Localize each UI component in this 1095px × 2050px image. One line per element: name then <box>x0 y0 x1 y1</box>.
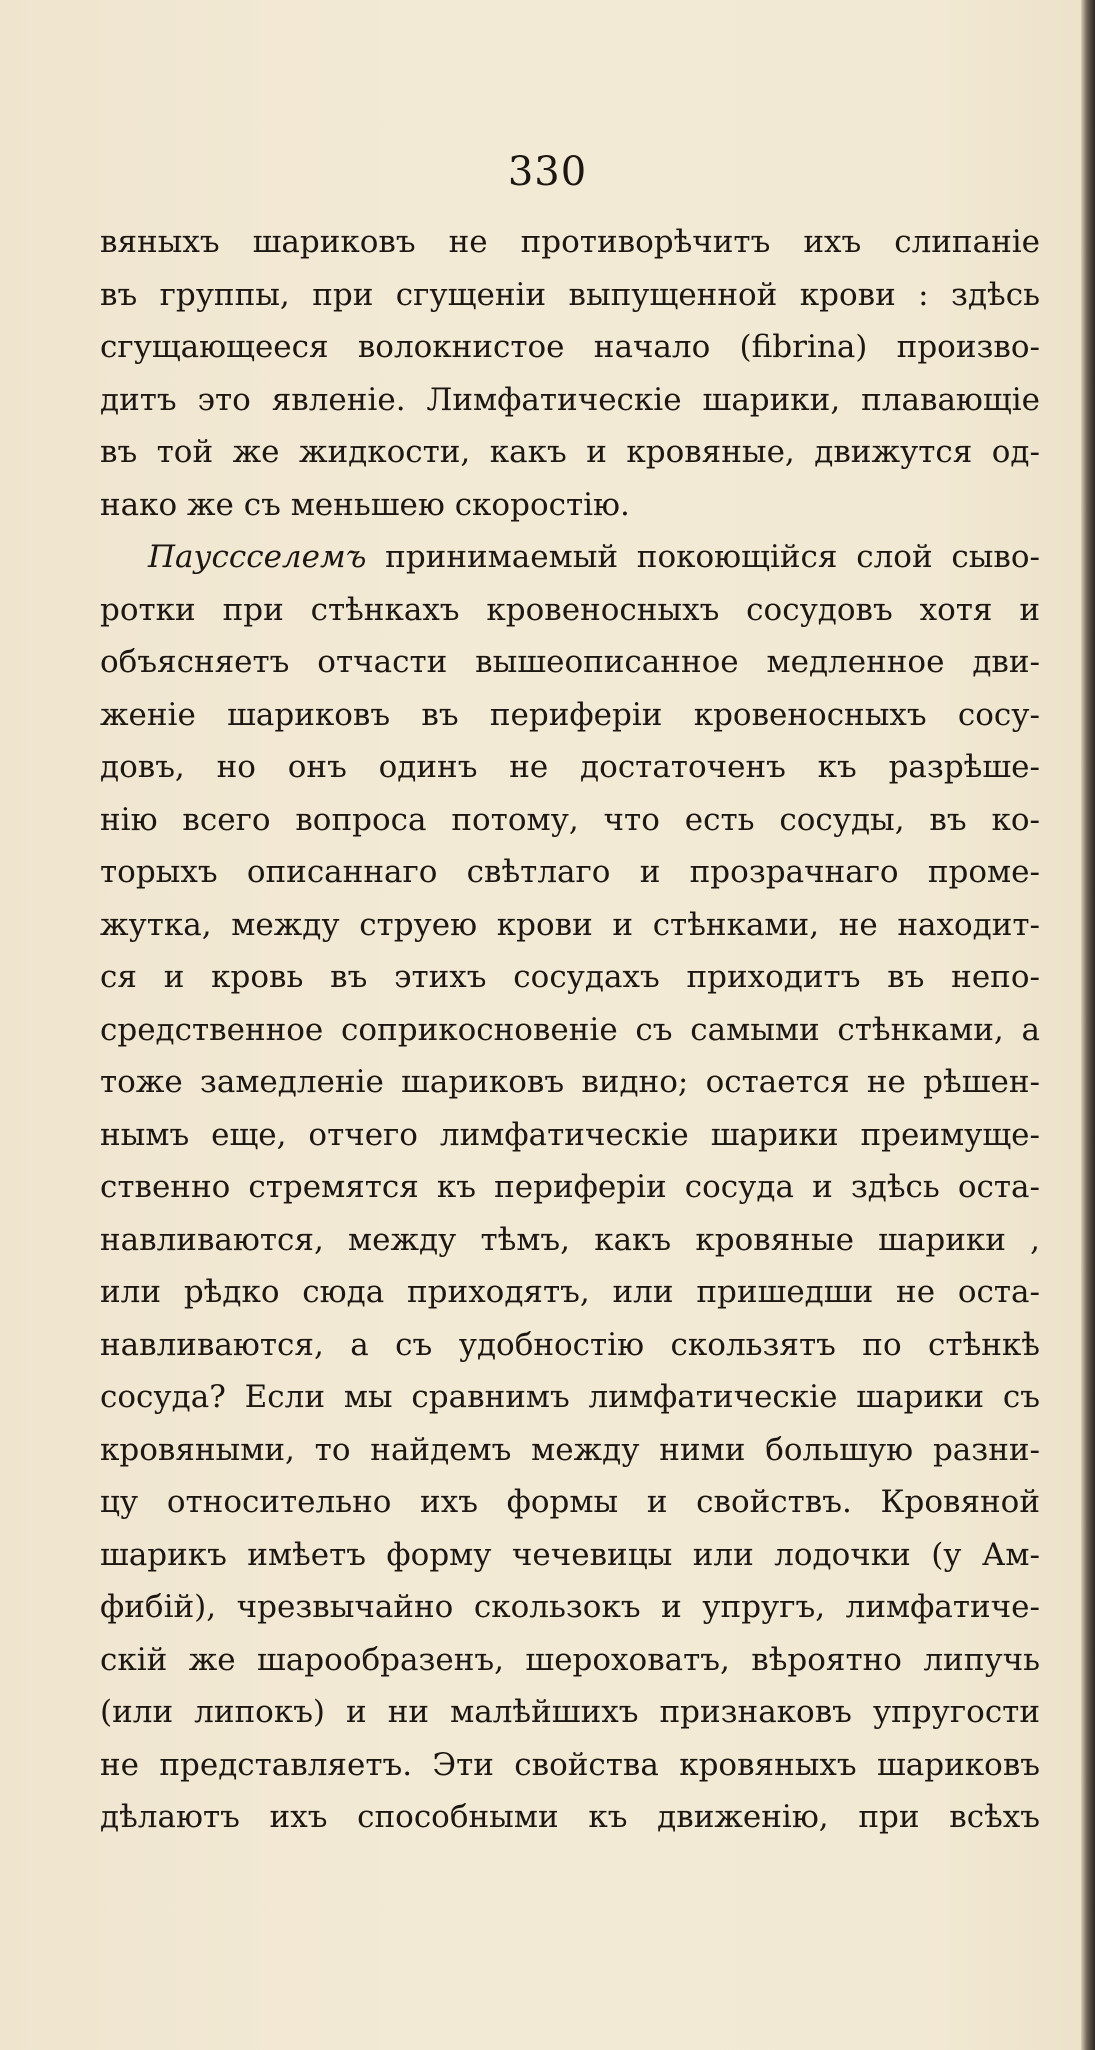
text-line: дѣлаютъ ихъ способными къ движенiю, при всѣхъ <box>100 1799 1040 1835</box>
text-line: навливаются, между тѣмъ, какъ кровяные шарики , <box>100 1221 1040 1258</box>
text-line: нiю всего вопроса потому, что есть сосуды, въ ко- <box>100 801 1040 838</box>
text-line: скiй же шарообразенъ, шероховатъ, вѣроятно липучь <box>100 1641 1040 1678</box>
text-line: (или липокъ) и ни малѣйшихъ признаковъ упругости <box>100 1694 1040 1730</box>
text-line: ся и кровь въ этихъ сосудахъ приходитъ въ непо- <box>100 959 1040 995</box>
text-line-rest: принимаемый покоющiйся слой сыво- <box>385 539 1040 575</box>
text-line: средственное соприкосновенiе съ самыми стѣнками, а <box>100 1011 1040 1048</box>
text-line: въ той же жидкости, какъ и кровяные, движутся од- <box>100 434 1040 470</box>
text-line: нако же съ меньшею скоростiю. <box>100 486 630 523</box>
text-line: въ группы, при сгущенiи выпущенной крови : здѣсь <box>100 276 1040 313</box>
text-line-paragraph-start <box>100 531 1040 584</box>
text-line: довъ, но онъ одинъ не достаточенъ къ разрѣше- <box>100 749 1040 785</box>
text-line: ротки при стѣнкахъ кровеносныхъ сосудовъ хотя и <box>100 591 1040 628</box>
text-line: кровяными, то найдемъ между ними большую разни- <box>100 1431 1040 1468</box>
text-line: сосуда? Если мы сравнимъ лимфатическiе шарики съ <box>100 1379 1040 1415</box>
text-line: тоже замедленiе шариковъ видно; остается не рѣшен- <box>100 1064 1040 1100</box>
text-line: сгущающееся волокнистое начало (fibrina) произво- <box>100 329 1040 365</box>
author-name: Пауссселемъ <box>148 539 367 575</box>
body-text <box>100 216 1040 1844</box>
page-edge-shadow <box>1081 0 1095 2050</box>
text-line: или рѣдко сюда приходятъ, или пришедши не оста- <box>100 1274 1040 1310</box>
text-line: нымъ еще, отчего лимфатическiе шарики преимуще- <box>100 1116 1040 1153</box>
text-line: вяныхъ шариковъ не противорѣчитъ ихъ слипанiе <box>100 224 1040 260</box>
text-line: торыхъ описаннаго свѣтлаго и прозрачнаго проме- <box>100 854 1040 890</box>
text-line: ственно стремятся къ периферiи сосуда и здѣсь оста- <box>100 1169 1040 1205</box>
text-line: не представляетъ. Эти свойства кровяныхъ шариковъ <box>100 1746 1040 1783</box>
text-line: шарикъ имѣетъ форму чечевицы или лодочки (у Ам- <box>100 1536 1040 1573</box>
text-line: навливаются, а съ удобностiю скользятъ по стѣнкѣ <box>100 1326 1040 1363</box>
text-line: дитъ это явленiе. Лимфатическiе шарики, плавающiе <box>100 381 1040 418</box>
text-line: цу относительно ихъ формы и свойствъ. Кровяной <box>100 1484 1040 1520</box>
text-line: женiе шариковъ въ периферiи кровеносныхъ сосу- <box>100 696 1040 733</box>
text-line: объясняетъ отчасти вышеописанное медленное дви- <box>100 644 1040 680</box>
text-line: жутка, между струею крови и стѣнками, не находит- <box>100 906 1040 943</box>
page-number: 330 <box>507 149 588 195</box>
text-line: фибiй), чрезвычайно скользокъ и упругъ, лимфатиче- <box>100 1589 1040 1625</box>
